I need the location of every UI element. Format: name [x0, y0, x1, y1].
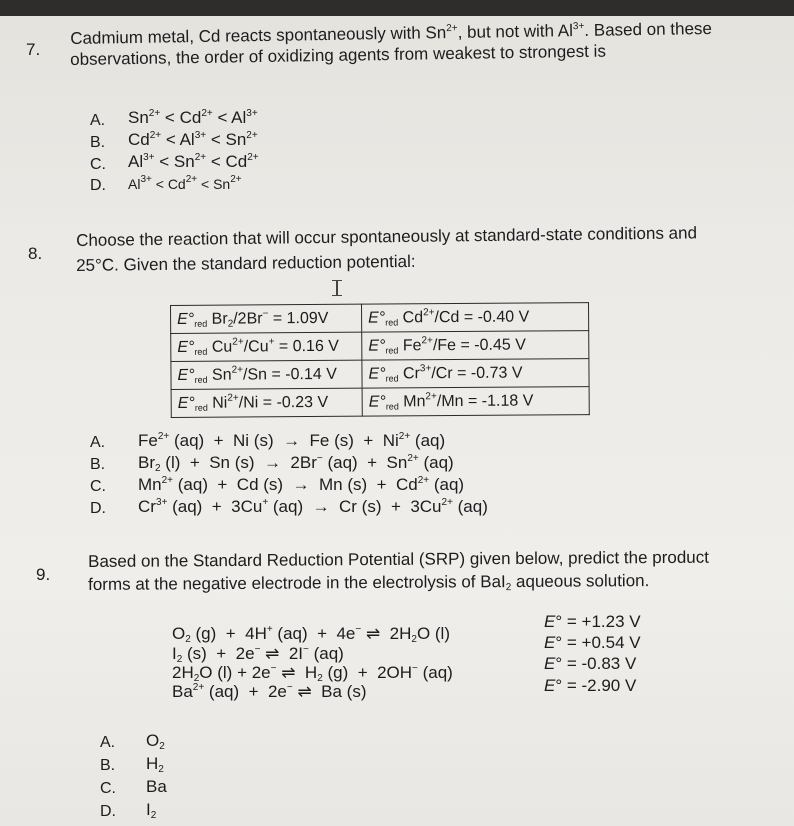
q8-option-a-letter[interactable]: A.: [90, 434, 106, 451]
table-row: [171, 387, 589, 418]
q9-text-sub: 2: [505, 582, 512, 594]
q9-number: 9.: [36, 565, 51, 584]
q7-option-b-letter[interactable]: B.: [90, 134, 106, 151]
table-cell: E°red $Br_2/2Br^- = 1.09V$: [171, 304, 362, 333]
table-row: [171, 331, 589, 362]
q7-text-mid: , but not with Al: [457, 21, 574, 42]
table-cell: E°red $Fe^{2+}/Fe = -0.45$ V: [362, 331, 589, 361]
reduction-potential-table: [170, 302, 590, 418]
table-cell: E°red $Ni^{2+}/Ni = -0.23$ V: [171, 388, 362, 417]
q7-question-line2: observations, the order of oxidizing agents from weakest to strongest is: [70, 41, 607, 69]
q9-option-a[interactable]: $O_2$: [146, 731, 165, 752]
q9-option-c[interactable]: Ba: [146, 777, 167, 796]
q9-reaction-1: $O_2$ (g) + 4H+ (aq) + 4e− ⇌ $2H_2O$ (l): [172, 624, 450, 645]
q9-option-a-letter[interactable]: A.: [100, 734, 116, 751]
q9-question-line2: [88, 570, 649, 601]
q8-number: 8.: [28, 244, 43, 263]
q7-text-sup2: 3+: [572, 20, 585, 33]
q9-reaction-2: $I_2$ (s) + 2e− ⇌ 2I− (aq): [172, 644, 344, 665]
q8-question-line1: Choose the reaction that will occur spontaneously at standard-state conditions and: [76, 223, 698, 250]
q9-reaction-3-potential: E° = -0.83 V: [544, 654, 637, 673]
q9-option-c-letter[interactable]: C.: [100, 780, 116, 797]
table-row: [171, 303, 589, 334]
q9-reaction-1-potential: E° = +1.23 V: [544, 612, 641, 631]
q7-option-d-letter[interactable]: D.: [90, 177, 106, 194]
q9-text-a: forms at the negative electrode in the electrolysis of BaI: [88, 572, 506, 594]
table-row: [171, 359, 589, 390]
q9-option-b-letter[interactable]: B.: [100, 757, 116, 774]
q8-option-a[interactable]: $Fe^{2+}$ (aq) + Ni (s) → Fe $(s) + Ni^{2+}$ (aq): [138, 431, 446, 450]
q7-option-b[interactable]: $Cd^{2+} < Al^{3+} < Sn^{2+}$: [128, 130, 258, 149]
q7-number: 7.: [26, 40, 41, 59]
q8-option-d[interactable]: $Cr^{3+}$ (aq) + 3Cu+ (aq) → Cr $(s) + 3Cu^{2+}$ (aq): [138, 497, 488, 516]
q8-option-b-letter[interactable]: B.: [90, 456, 106, 473]
q9-reaction-4-potential: E° = -2.90 V: [544, 676, 637, 695]
q7-option-c-letter[interactable]: C.: [90, 156, 106, 173]
table-cell: E°red $Mn^{2+}/Mn = -1.18$ V: [362, 387, 589, 417]
q9-question-line1: Based on the Standard Reduction Potential (SRP) given below, predict the product: [88, 547, 710, 571]
q7-option-c[interactable]: $Al^{3+} < Sn^{2+} < Cd^{2+}$: [128, 152, 259, 171]
table-cell: E°red $Cd^{2+}/Cd = -0.40$ V: [361, 303, 588, 333]
q7-option-a-letter[interactable]: A.: [90, 112, 106, 129]
q9-reaction-3: $2H_2O$ (l) + 2e− ⇌ $H_2$ (g) + 2OH− (aq): [172, 663, 453, 684]
q9-reaction-4: $Ba^{2+}$ (aq) + 2e− ⇌ Ba (s): [172, 682, 367, 701]
q8-option-d-letter[interactable]: D.: [90, 500, 106, 517]
q9-reaction-2-potential: E° = +0.54 V: [544, 633, 641, 652]
q9-option-d[interactable]: $I_2$: [146, 800, 157, 821]
q7-text-end: . Based on these: [584, 18, 713, 40]
q7-text-a: Cadmium metal, Cd reacts spontaneously with Sn: [70, 23, 447, 48]
q7-option-d[interactable]: $Al^{3+} < Cd^{2+} < Sn^{2+}$: [128, 174, 242, 192]
q8-option-b[interactable]: $Br_2$ (l) + Sn (s) → 2Br− $(aq) + Sn^{2+}$ (aq): [138, 453, 454, 474]
q8-option-c[interactable]: $Mn^{2+}$ (aq) + Cd (s) → Mn $(s) + Cd^{2+}$ (aq): [138, 475, 465, 494]
q7-text-sup1: 2+: [446, 22, 458, 35]
q9-text-b: aqueous solution.: [511, 571, 650, 592]
table-cell: E°red $Sn^{2+}/Sn = -0.14$ V: [171, 360, 362, 389]
text-cursor-icon: [332, 280, 342, 296]
table-cell: E°red $Cr^{3+}/Cr = -0.73$ V: [362, 359, 589, 389]
q8-question-line2: 25°C. Given the standard reduction potential:: [76, 251, 416, 275]
q8-option-c-letter[interactable]: C.: [90, 478, 106, 495]
q9-option-b[interactable]: $H_2$: [146, 754, 164, 775]
table-cell: E°red $Cu^{2+}/Cu^+ = 0.16$ V: [171, 332, 362, 361]
q9-e1-text: ° = +1.23 V: [555, 612, 641, 631]
q7-option-a[interactable]: $Sn^{2+} < Cd^{2+} < Al^{3+}$: [128, 108, 258, 127]
q9-option-d-letter[interactable]: D.: [100, 803, 116, 820]
